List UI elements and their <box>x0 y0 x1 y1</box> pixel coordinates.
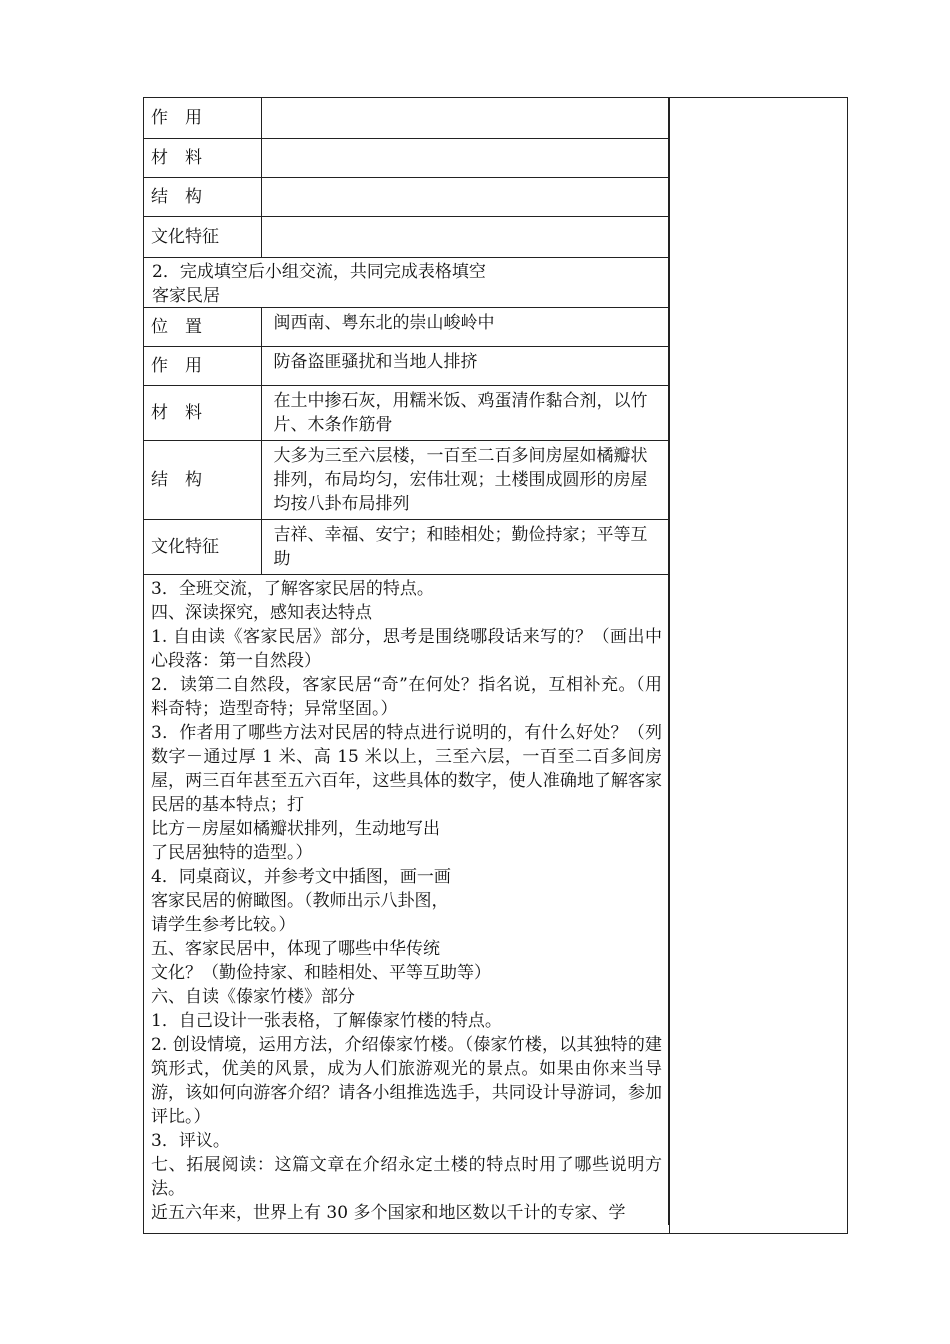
body-paragraph: 1. 自由读《客家民居》部分，思考是围绕哪段话来写的？（画出中心段落：第一自然段） <box>151 627 662 671</box>
row-label-structure: 结 构 <box>144 441 261 520</box>
body-paragraph: 近五六年来，世界上有 30 多个国家和地区数以千计的专家、学 <box>151 1203 626 1223</box>
lesson-body-text <box>144 575 669 1225</box>
row-value-function: 防备盗匪骚扰和当地人排挤 <box>261 347 669 386</box>
hakka-dwelling-table <box>144 308 669 576</box>
body-paragraph: 文化？（勤俭持家、和睦相处、平等互助等） <box>151 963 491 983</box>
body-paragraph: 了民居独特的造型。） <box>151 843 313 863</box>
table-caption: 客家民居 <box>152 285 220 306</box>
body-paragraph: 3．作者用了哪些方法对民居的特点进行说明的，有什么好处？（列数字－通过厚 1 米、高 15 米以上，三至六层，一百至二百多间房屋，两三百年甚至五六百年，这些具体的数字，使人准确地了解客家民居的基本特点；打 <box>151 723 662 815</box>
section-heading: 五、客家民居中，体现了哪些中华传统 <box>151 939 440 959</box>
body-paragraph: 请学生参考比较。） <box>151 915 296 935</box>
row-value <box>261 138 669 177</box>
table-row <box>144 347 669 386</box>
table-row <box>144 98 669 138</box>
row-value-structure: 大多为三至六层楼，一百至二百多间房屋如橘瓣状排列，布局均匀，宏伟壮观；土楼围成圆形的房屋均按八卦布局排列 <box>261 441 669 520</box>
column-divider <box>669 98 670 1233</box>
section-heading: 六、自读《傣家竹楼》部分 <box>151 987 355 1007</box>
row-label: 作 用 <box>144 98 261 138</box>
row-value-culture: 吉祥、幸福、安宁；和睦相处；勤俭持家；平等互助 <box>261 520 669 575</box>
table-row <box>144 216 669 257</box>
row-label-function: 作 用 <box>144 347 261 386</box>
body-paragraph: 3．评议。 <box>151 1131 230 1151</box>
lesson-plan-page <box>143 97 848 1234</box>
table-row <box>144 308 669 347</box>
row-label-culture: 文化特征 <box>144 520 261 575</box>
table-row <box>144 177 669 216</box>
row-value-material: 在土中掺石灰，用糯米饭、鸡蛋清作黏合剂，以竹片、木条作筋骨 <box>261 386 669 441</box>
section-heading: 四、深读探究，感知表达特点 <box>151 603 372 623</box>
step-2-instruction <box>144 258 669 308</box>
row-label-material: 材 料 <box>144 386 261 441</box>
main-column <box>144 98 669 1225</box>
fill-in-table-blank <box>144 98 669 258</box>
step-2-line: 2．完成填空后小组交流，共同完成表格填空 <box>152 261 486 282</box>
row-label: 文化特征 <box>144 216 261 257</box>
section-heading: 七、拓展阅读：这篇文章在介绍永定土楼的特点时用了哪些说明方法。 <box>151 1155 662 1199</box>
table-row <box>144 520 669 575</box>
row-value-location: 闽西南、粤东北的崇山峻岭中 <box>261 308 669 347</box>
body-paragraph: 2. 创设情境，运用方法，介绍傣家竹楼。（傣家竹楼，以其独特的建筑形式，优美的风景，成为人们旅游观光的景点。如果由你来当导游，该如何向游客介绍？请各小组推选选手，共同设计导游词，参加评比。） <box>151 1035 662 1127</box>
table-row <box>144 441 669 520</box>
row-value <box>261 216 669 257</box>
table-row <box>144 386 669 441</box>
table-row <box>144 138 669 177</box>
body-paragraph: 4．同桌商议，并参考文中插图，画一画 <box>151 867 451 887</box>
body-paragraph: 比方－房屋如橘瓣状排列，生动地写出 <box>151 819 440 839</box>
row-label: 材 料 <box>144 138 261 177</box>
row-label: 结 构 <box>144 177 261 216</box>
row-label-location: 位 置 <box>144 308 261 347</box>
body-paragraph: 1．自己设计一张表格，了解傣家竹楼的特点。 <box>151 1011 502 1031</box>
body-paragraph: 客家民居的俯瞰图。（教师出示八卦图， <box>151 891 449 911</box>
body-paragraph: 3．全班交流，了解客家民居的特点。 <box>151 579 434 599</box>
body-paragraph: 2．读第二自然段，客家民居“奇”在何处？指名说，互相补充。（用料奇特；造型奇特；异常坚固。） <box>151 675 662 719</box>
row-value <box>261 177 669 216</box>
row-value <box>261 98 669 138</box>
